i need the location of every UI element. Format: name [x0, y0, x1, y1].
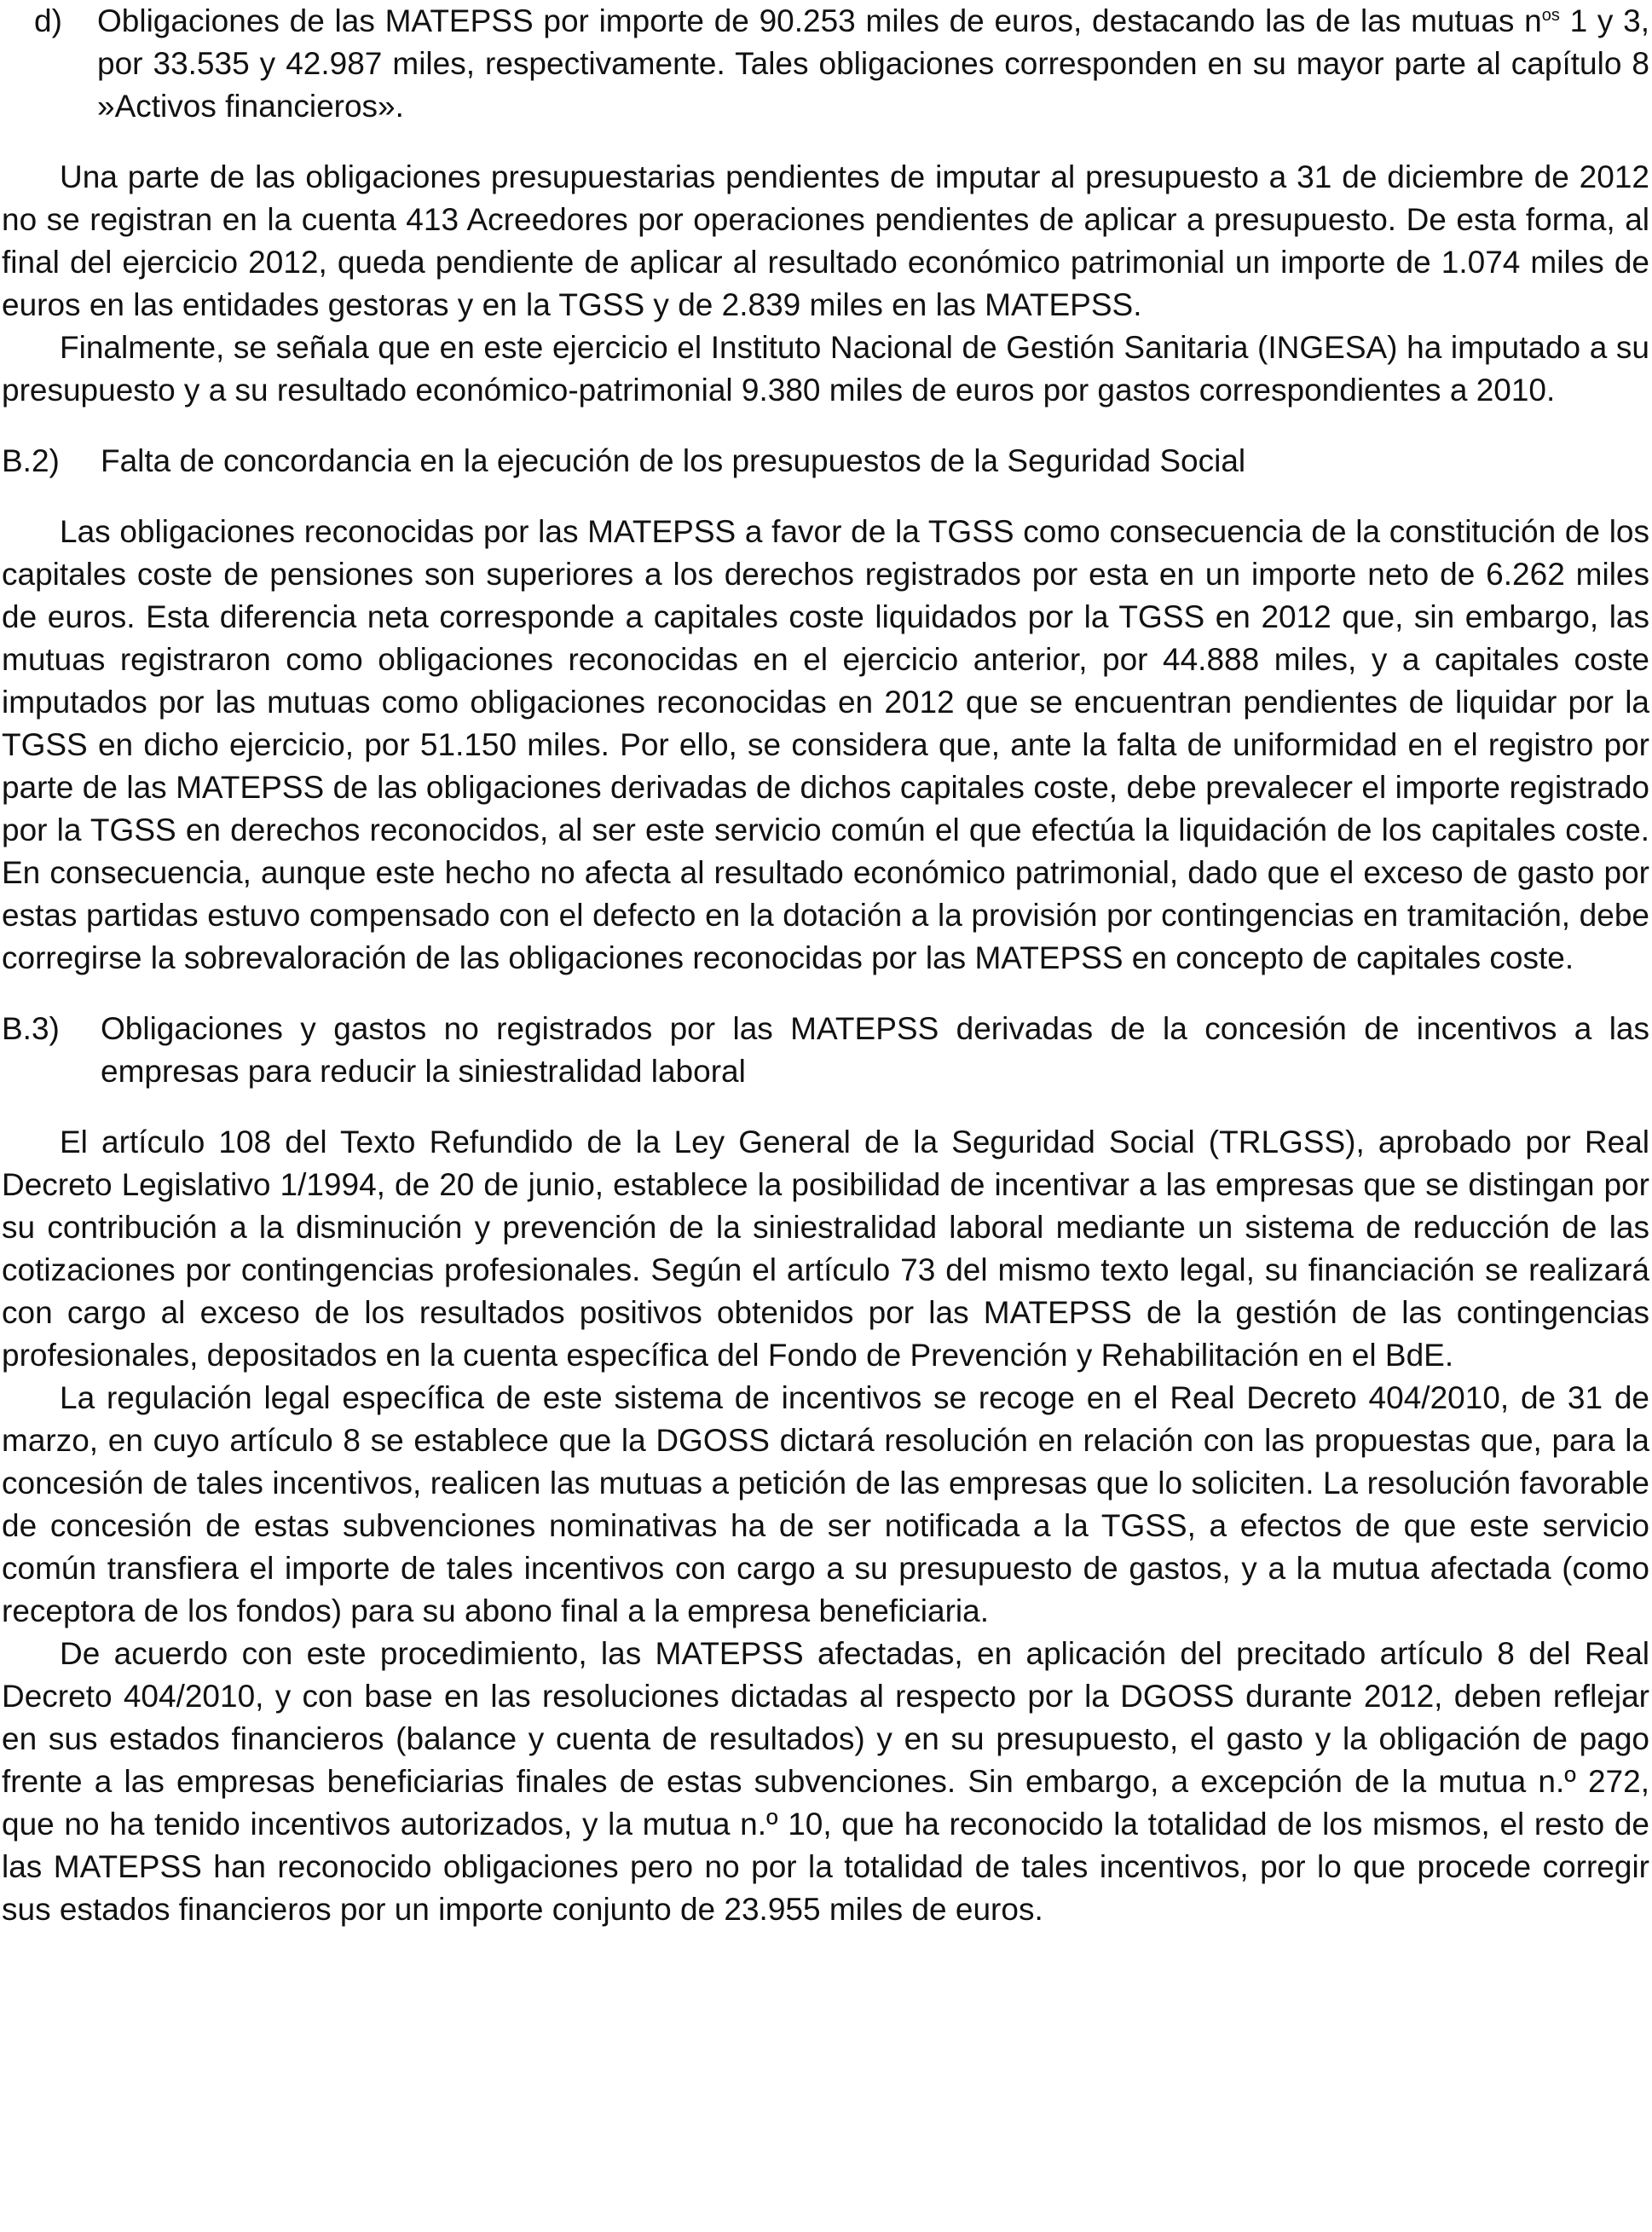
list-item-text: Obligaciones de las MATEPSS por importe de 90.253 miles de euros, destacando las de las mutuas $n^{os}$ 1 y 3, por 33.535 y 42.987 miles, respectivamente. Tales obligaciones corresponden en su mayor parte al capítulo 8 »Activos financieros».	[97, 3, 1649, 124]
paragraph-procedimiento-matepss: De acuerdo con este procedimiento, las MATEPSS afectadas, en aplicación del precitado artículo 8 del Real Decreto 404/2010, y con base en las resoluciones dictadas al respecto por la DGOSS durante 2012, deben reflejar en sus estados financieros (balance y cuenta de resultados) y en su presupuesto, el gasto y la obligación de pago frente a las empresas beneficiarias finales de estas subvenciones. Sin embargo, a excepción de la mutua n.º 272, que no ha tenido incentivos autorizados, y la mutua n.º 10, que ha reconocido la totalidad de los mismos, el resto de las MATEPSS han reconocido obligaciones pero no por la totalidad de tales incentivos, por lo que procede corregir sus estados financieros por un importe conjunto de 23.955 miles de euros.	[2, 1636, 1649, 1927]
section-title: Obligaciones y gastos no registrados por las MATEPSS derivadas de la concesión de incentivos a las empresas para reducir la siniestralidad laboral	[101, 1011, 1649, 1089]
section-title: Falta de concordancia en la ejecución de los presupuestos de la Seguridad Social	[101, 443, 1246, 478]
paragraph-articulo-108: El artículo 108 del Texto Refundido de la Ley General de la Seguridad Social (TRLGSS), aprobado por Real Decreto Legislativo 1/1994, de 20 de junio, establece la posibilidad de incentivar a las empresas que se distingan por su contribución a la disminución y prevención de la siniestralidad laboral mediante un sistema de reducción de las cotizaciones por contingencias profesionales. Según el artículo 73 del mismo texto legal, su financiación se realizará con cargo al exceso de los resultados positivos obtenidos por las MATEPSS de la gestión de las contingencias profesionales, depositados en la cuenta específica del Fondo de Prevención y Rehabilitación en el BdE.	[2, 1125, 1649, 1373]
section-heading-b2	[2, 440, 1649, 483]
section-number: B.2)	[2, 443, 60, 478]
paragraph-ingesa: Finalmente, se señala que en este ejercicio el Instituto Nacional de Gestión Sanitaria (INGESA) ha imputado a su presupuesto y a su resultado económico-patrimonial 9.380 miles de euros por gastos correspondientes a 2010.	[2, 330, 1649, 408]
paragraph-regulacion-incentivos: La regulación legal específica de este sistema de incentivos se recoge en el Real Decreto 404/2010, de 31 de marzo, en cuyo artículo 8 se establece que la DGOSS dictará resolución en relación con las propuestas que, para la concesión de tales incentivos, realicen las mutuas a petición de las empresas que lo soliciten. La resolución favorable de concesión de estas subvenciones nominativas ha de ser notificada a la TGSS, a efectos de que este servicio común transfiera el importe de tales incentivos con cargo a su presupuesto de gastos, y a la mutua afectada (como receptora de los fondos) para su abono final a la empresa beneficiaria.	[2, 1380, 1649, 1628]
list-item-label: d)	[34, 3, 62, 38]
paragraph-capitales-coste: Las obligaciones reconocidas por las MATEPSS a favor de la TGSS como consecuencia de la constitución de los capitales coste de pensiones son superiores a los derechos registrados por esta en un importe neto de 6.262 miles de euros. Esta diferencia neta corresponde a capitales coste liquidados por la TGSS en 2012 que, sin embargo, las mutuas registraron como obligaciones reconocidas en el ejercicio anterior, por 44.888 miles, y a capitales coste imputados por las mutuas como obligaciones reconocidas en 2012 que se encuentran pendientes de liquidar por la TGSS en dicho ejercicio, por 51.150 miles. Por ello, se considera que, ante la falta de uniformidad en el registro por parte de las MATEPSS de las obligaciones derivadas de dichos capitales coste, debe prevalecer el importe registrado por la TGSS en derechos reconocidos, al ser este servicio común el que efectúa la liquidación de los capitales coste. En consecuencia, aunque este hecho no afecta al resultado económico patrimonial, dado que el exceso de gasto por estas partidas estuvo compensado con el defecto en la dotación a la provisión por contingencias en tramitación, debe corregirse la sobrevaloración de las obligaciones reconocidas por las MATEPSS en concepto de capitales coste.	[2, 514, 1649, 975]
paragraph-obligaciones-pendientes: Una parte de las obligaciones presupuestarias pendientes de imputar al presupuesto a 31 de diciembre de 2012 no se registran en la cuenta 413 Acreedores por operaciones pendientes de aplicar a presupuesto. De esta forma, al final del ejercicio 2012, queda pendiente de aplicar al resultado económico patrimonial un importe de 1.074 miles de euros en las entidades gestoras y en la TGSS y de 2.839 miles en las MATEPSS.	[2, 159, 1649, 322]
section-heading-b3	[2, 1008, 1649, 1093]
list-item-d	[2, 0, 1649, 128]
superscript: os	[1541, 6, 1560, 25]
section-number: B.3)	[2, 1011, 60, 1046]
